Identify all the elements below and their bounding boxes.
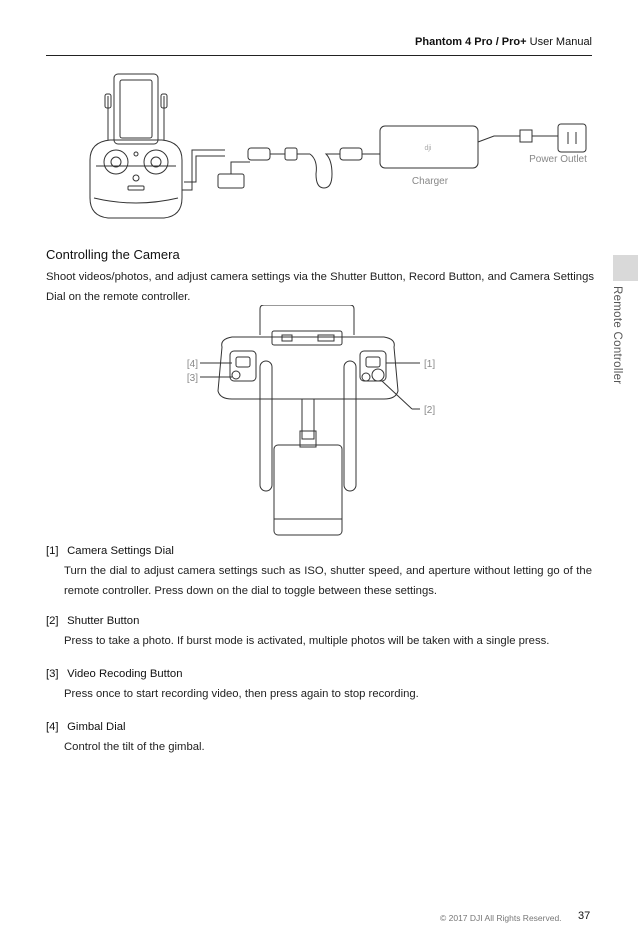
item-shutter-button-title: [46, 615, 139, 627]
item-video-recording-button-desc: Press once to start recording video, then press again to stop recording.: [64, 688, 419, 700]
controller-body: [218, 337, 398, 399]
header-model: Phantom 4 Pro / Pro+: [415, 36, 527, 48]
item-title-text: Gimbal Dial: [67, 721, 126, 733]
item-gimbal-dial-title: [46, 721, 126, 733]
charger-label: Charger: [411, 176, 449, 187]
header-manual: User Manual: [529, 36, 592, 48]
callout-3: [3]: [186, 373, 198, 384]
side-tab-text: Remote Controller: [611, 286, 623, 385]
item-number: [3]: [46, 668, 59, 680]
page-number: 37: [578, 910, 591, 922]
callout-4: [4]: [186, 359, 198, 370]
callout-2: [2]: [424, 405, 436, 416]
power-outlet-label: Power Outlet: [529, 154, 587, 165]
section-title: Controlling the Camera: [46, 247, 180, 262]
power-outlet: [558, 124, 586, 152]
item-camera-settings-dial-desc: Turn the dial to adjust camera settings such as ISO, shutter speed, and aperture without letting go of the remote controller. Press down on the dial to toggle between these settings.: [64, 565, 592, 597]
item-gimbal-dial-desc: Control the tilt of the gimbal.: [64, 741, 205, 753]
item-number: [1]: [46, 545, 59, 557]
item-video-recording-button-title: [46, 668, 183, 680]
item-number: [4]: [46, 721, 59, 733]
controller-top-view-diagram: [180, 305, 450, 540]
side-tab-label: [602, 286, 632, 446]
header-rule: [46, 55, 592, 56]
section-intro: Shoot videos/photos, and adjust camera settings via the Shutter Button, Record Button, and Camera Settings Dial on the remote controller.: [46, 271, 594, 303]
charging-diagram: [80, 70, 600, 230]
item-camera-settings-dial-title: [46, 545, 174, 557]
charger-logo: dji: [424, 145, 432, 152]
footer-copyright: © 2017 DJI All Rights Reserved.: [440, 913, 562, 923]
mobile-device: [114, 74, 158, 144]
item-shutter-button-desc: Press to take a photo. If burst mode is activated, multiple photos will be taken with a single press.: [64, 635, 550, 647]
item-title-text: Shutter Button: [67, 615, 140, 627]
usb-connector: [218, 174, 244, 188]
callout-1: [1]: [424, 359, 436, 370]
item-title-text: Video Recoding Button: [67, 668, 183, 680]
item-title-text: Camera Settings Dial: [67, 545, 174, 557]
item-number: [2]: [46, 615, 59, 627]
left-antenna: [260, 361, 272, 491]
side-tab-marker: [613, 255, 638, 281]
page-header: [415, 36, 592, 48]
shutter-button: [372, 369, 384, 381]
right-antenna: [344, 361, 356, 491]
inline-plug: [285, 148, 297, 160]
mobile-holder: [274, 445, 342, 535]
